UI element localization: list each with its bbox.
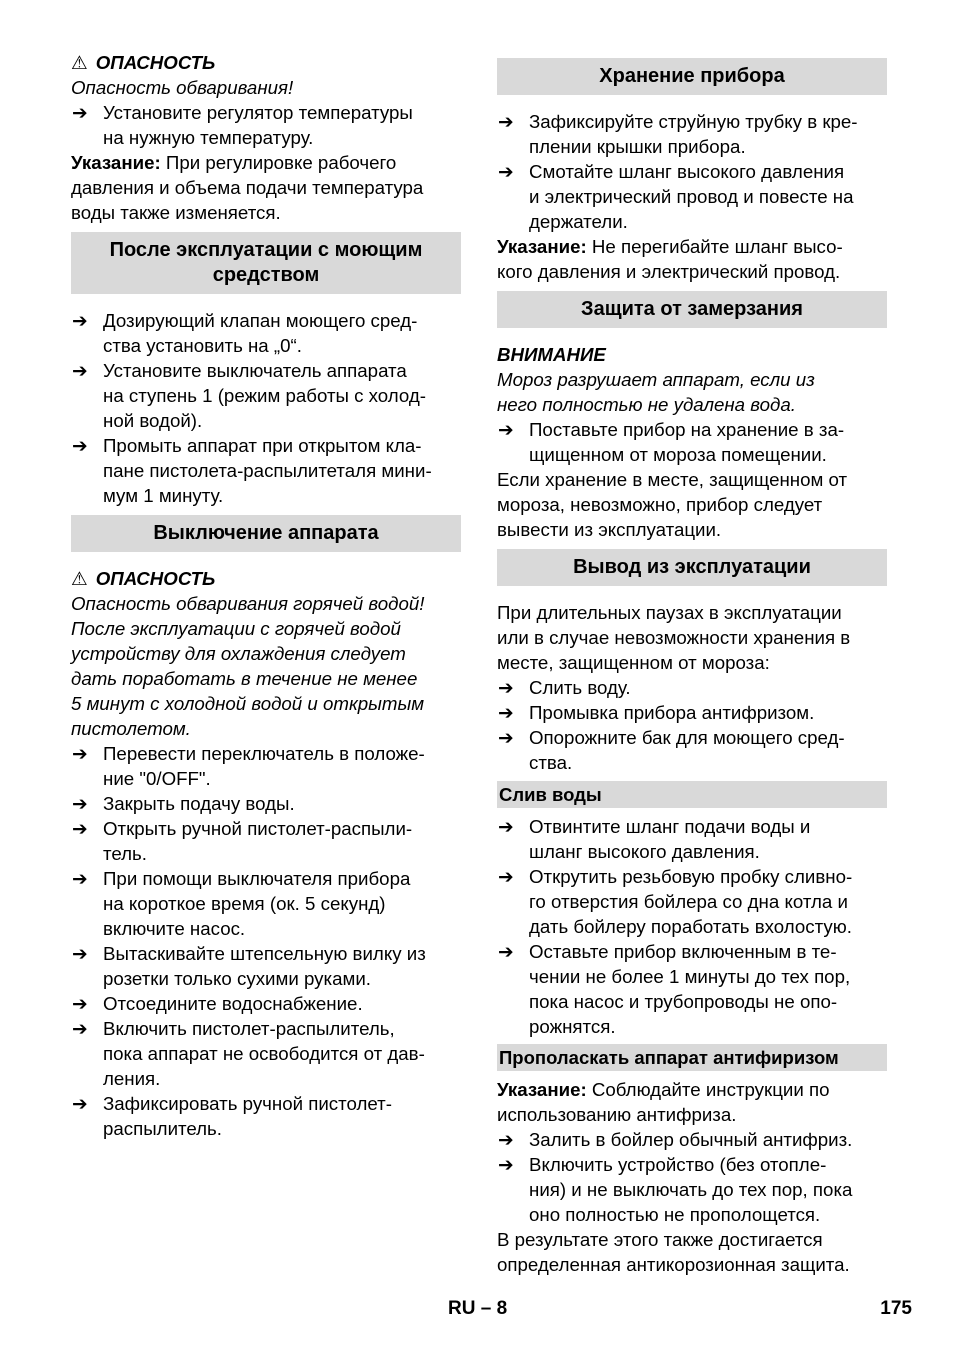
- caution-title: ВНИМАНИЕ: [497, 344, 606, 365]
- note-line: использованию антифриза.: [497, 1104, 737, 1125]
- note-line: давления и объема подачи температура: [71, 177, 424, 198]
- bullet-line: ства.: [529, 752, 573, 773]
- bullet-line: дать бойлеру поработать вхолостую.: [529, 916, 852, 937]
- bullet-line: тель.: [103, 843, 147, 864]
- section-heading-frost: Защита от замерзания: [497, 291, 887, 328]
- arrow-right-icon: ➔: [72, 360, 88, 381]
- section-title-line: После эксплуатации с моющим: [109, 239, 423, 261]
- bullet-line: Промыть аппарат при открытом кла-: [103, 435, 422, 456]
- note-line: [71, 150, 461, 175]
- bullet-line: ние "0/OFF".: [103, 768, 211, 789]
- bullet-line: Отсоедините водоснабжение.: [103, 993, 363, 1014]
- bullet-line: Оставьте прибор включенным в те-: [529, 941, 837, 962]
- danger-text-line: дать поработать в течение не менее: [71, 668, 418, 689]
- danger-text-line: пистолетом.: [71, 718, 191, 739]
- bullet-line: чении не более 1 минуты до тех пор,: [529, 966, 851, 987]
- danger-text-line: После эксплуатации с горячей водой: [71, 618, 401, 639]
- right-column: [497, 50, 887, 1277]
- bullet-item: [71, 816, 461, 866]
- section-heading-shutdown: Выключение аппарата: [71, 515, 461, 552]
- bullet-line: и электрический провод и повесте на: [529, 186, 854, 207]
- bullet-line: плении крышки прибора.: [529, 136, 746, 157]
- bullet-item: [71, 791, 461, 816]
- bullet-item: [497, 675, 887, 700]
- bullet-item: [71, 1016, 461, 1091]
- left-column: [71, 50, 461, 1141]
- arrow-right-icon: ➔: [498, 419, 514, 440]
- bullet-item: [71, 433, 461, 508]
- bullet-line: щищенном от мороза помещении.: [529, 444, 827, 465]
- bullet-item: [71, 866, 461, 941]
- arrow-right-icon: ➔: [498, 161, 514, 182]
- bullet-line: на короткое время (ок. 5 секунд): [103, 893, 386, 914]
- bullet-line: Слить воду.: [529, 677, 631, 698]
- bullet-line: ния) и не выключать до тех пор, пока: [529, 1179, 853, 1200]
- paragraph-line: мороза, невозможно, прибор следует: [497, 494, 823, 515]
- note-paragraph: [497, 234, 887, 284]
- page-footer: [0, 1298, 954, 1323]
- arrow-right-icon: ➔: [498, 677, 514, 698]
- danger-heading: [71, 566, 461, 591]
- bullet-item: [497, 1152, 887, 1227]
- danger-text-line: 5 минут с холодной водой и открытым: [71, 693, 425, 714]
- arrow-right-icon: ➔: [498, 941, 514, 962]
- footer-section-label: RU – 8: [448, 1298, 508, 1319]
- arrow-right-icon: ➔: [72, 943, 88, 964]
- bullet-line: Зафиксируйте струйную трубку в кре-: [529, 111, 858, 132]
- arrow-right-icon: ➔: [498, 727, 514, 748]
- bullet-line: Промывка прибора антифризом.: [529, 702, 815, 723]
- bullet-line: пане пистолета-распылитеталя мини-: [103, 460, 432, 481]
- arrow-right-icon: ➔: [498, 1129, 514, 1150]
- bullet-line: Установите регулятор температуры: [103, 102, 413, 123]
- bullet-item: [497, 814, 887, 864]
- paragraph-line: определенная антикорозионная защита.: [497, 1254, 850, 1275]
- bullet-line: ства установить на „0“.: [103, 335, 302, 356]
- note-line: воды также изменяется.: [71, 202, 281, 223]
- bullet-line: пока насос и трубопроводы не опо-: [529, 991, 838, 1012]
- section-heading-storage: Хранение прибора: [497, 58, 887, 95]
- note-line: кого давления и электрический провод.: [497, 261, 841, 282]
- arrow-right-icon: ➔: [498, 816, 514, 837]
- arrow-right-icon: ➔: [72, 1018, 88, 1039]
- bullet-line: Дозирующий клапан моющего сред-: [103, 310, 418, 331]
- bullet-item: [497, 1127, 887, 1152]
- bullet-line: распылитель.: [103, 1118, 222, 1139]
- warning-triangle-icon: ⚠: [71, 568, 88, 589]
- bullet-line: на нужную температуру.: [103, 127, 314, 148]
- note-line: [497, 234, 887, 259]
- bullet-line: Открутить резьбовую пробку сливно-: [529, 866, 853, 887]
- bullet-line: Вытаскивайте штепсельную вилку из: [103, 943, 426, 964]
- danger-text-line: устройству для охлаждения следует: [71, 643, 406, 664]
- bullet-line: на ступень 1 (режим работы с холод-: [103, 385, 427, 406]
- bullet-line: Смотайте шланг высокого давления: [529, 161, 845, 182]
- bullet-item: [71, 741, 461, 791]
- page-number: 175: [880, 1298, 912, 1319]
- danger-title: ОПАСНОСТЬ: [95, 52, 216, 73]
- bullet-item: [71, 100, 461, 150]
- arrow-right-icon: ➔: [72, 743, 88, 764]
- bullet-item: [71, 991, 461, 1016]
- paragraph-line: вывести из эксплуатации.: [497, 519, 722, 540]
- note-label: Указание:: [497, 236, 587, 257]
- arrow-right-icon: ➔: [72, 435, 88, 456]
- note-text: Не перегибайте шланг высо-: [586, 236, 843, 257]
- paragraph-line: При длительных паузах в эксплуатации: [497, 602, 842, 623]
- note-label: Указание:: [71, 152, 161, 173]
- bullet-line: включите насос.: [103, 918, 246, 939]
- bullet-item: [497, 725, 887, 775]
- bullet-line: ления.: [103, 1068, 161, 1089]
- paragraph-line: Если хранение в месте, защищенном от: [497, 469, 848, 490]
- arrow-right-icon: ➔: [72, 868, 88, 889]
- arrow-right-icon: ➔: [498, 1154, 514, 1175]
- bullet-item: [71, 308, 461, 358]
- bullet-line: Открыть ручной пистолет-распыли-: [103, 818, 413, 839]
- bullet-item: [497, 864, 887, 939]
- bullet-line: Опорожните бак для моющего сред-: [529, 727, 845, 748]
- bullet-line: Залить в бойлер обычный антифриз.: [529, 1129, 853, 1150]
- bullet-item: [497, 417, 887, 467]
- bullet-line: пока аппарат не освободится от дав-: [103, 1043, 425, 1064]
- bullet-line: розетки только сухими руками.: [103, 968, 371, 989]
- section-title-line: средством: [212, 264, 320, 286]
- arrow-right-icon: ➔: [72, 102, 88, 123]
- note-label: Указание:: [497, 1079, 587, 1100]
- danger-heading: [71, 50, 461, 75]
- subsection-heading-rinse: Прополаскать аппарат антифиризом: [497, 1044, 887, 1071]
- arrow-right-icon: ➔: [498, 111, 514, 132]
- bullet-line: ной водой).: [103, 410, 203, 431]
- section-heading-after-use: [71, 232, 461, 294]
- note-paragraph: [497, 1077, 887, 1127]
- arrow-right-icon: ➔: [72, 1093, 88, 1114]
- bullet-line: Закрыть подачу воды.: [103, 793, 295, 814]
- bullet-line: го отверстия бойлера со дна котла и: [529, 891, 848, 912]
- subsection-heading-drain: Слив воды: [497, 781, 887, 808]
- bullet-line: Включить пистолет-распылитель,: [103, 1018, 395, 1039]
- paragraph-line: В результате этого также достигается: [497, 1229, 823, 1250]
- danger-text-line: Опасность обваривания горячей водой!: [71, 593, 425, 614]
- warning-triangle-icon: ⚠: [71, 52, 88, 73]
- arrow-right-icon: ➔: [72, 993, 88, 1014]
- section-heading-decommission: Вывод из эксплуатации: [497, 549, 887, 586]
- paragraph-line: месте, защищенном от мороза:: [497, 652, 770, 673]
- bullet-line: Включить устройство (без отопле-: [529, 1154, 827, 1175]
- bullet-line: рожнятся.: [529, 1016, 616, 1037]
- danger-text: Опасность обваривания!: [71, 77, 294, 98]
- arrow-right-icon: ➔: [72, 310, 88, 331]
- bullet-line: Поставьте прибор на хранение в за-: [529, 419, 845, 440]
- bullet-line: Перевести переключатель в положе-: [103, 743, 425, 764]
- bullet-line: Зафиксировать ручной пистолет-: [103, 1093, 392, 1114]
- caution-text-line: него полностью не удалена вода.: [497, 394, 796, 415]
- bullet-line: оно полностью не прополощется.: [529, 1204, 821, 1225]
- bullet-line: Установите выключатель аппарата: [103, 360, 407, 381]
- bullet-item: [497, 700, 887, 725]
- arrow-right-icon: ➔: [72, 818, 88, 839]
- note-text: При регулировке рабочего: [160, 152, 397, 173]
- note-text: Соблюдайте инструкции по: [586, 1079, 830, 1100]
- arrow-right-icon: ➔: [498, 702, 514, 723]
- danger-title: ОПАСНОСТЬ: [95, 568, 216, 589]
- note-line: [497, 1077, 887, 1102]
- bullet-item: [71, 358, 461, 433]
- arrow-right-icon: ➔: [72, 793, 88, 814]
- bullet-line: мум 1 минуту.: [103, 485, 224, 506]
- bullet-line: Отвинтите шланг подачи воды и: [529, 816, 811, 837]
- bullet-item: [497, 159, 887, 234]
- bullet-line: держатели.: [529, 211, 628, 232]
- bullet-item: [497, 939, 887, 1039]
- arrow-right-icon: ➔: [498, 866, 514, 887]
- bullet-item: [497, 109, 887, 159]
- paragraph-line: или в случае невозможности хранения в: [497, 627, 851, 648]
- bullet-line: При помощи выключателя прибора: [103, 868, 411, 889]
- bullet-line: шланг высокого давления.: [529, 841, 760, 862]
- caution-text-line: Мороз разрушает аппарат, если из: [497, 369, 815, 390]
- bullet-item: [71, 1091, 461, 1141]
- bullet-item: [71, 941, 461, 991]
- note-paragraph: [71, 150, 461, 225]
